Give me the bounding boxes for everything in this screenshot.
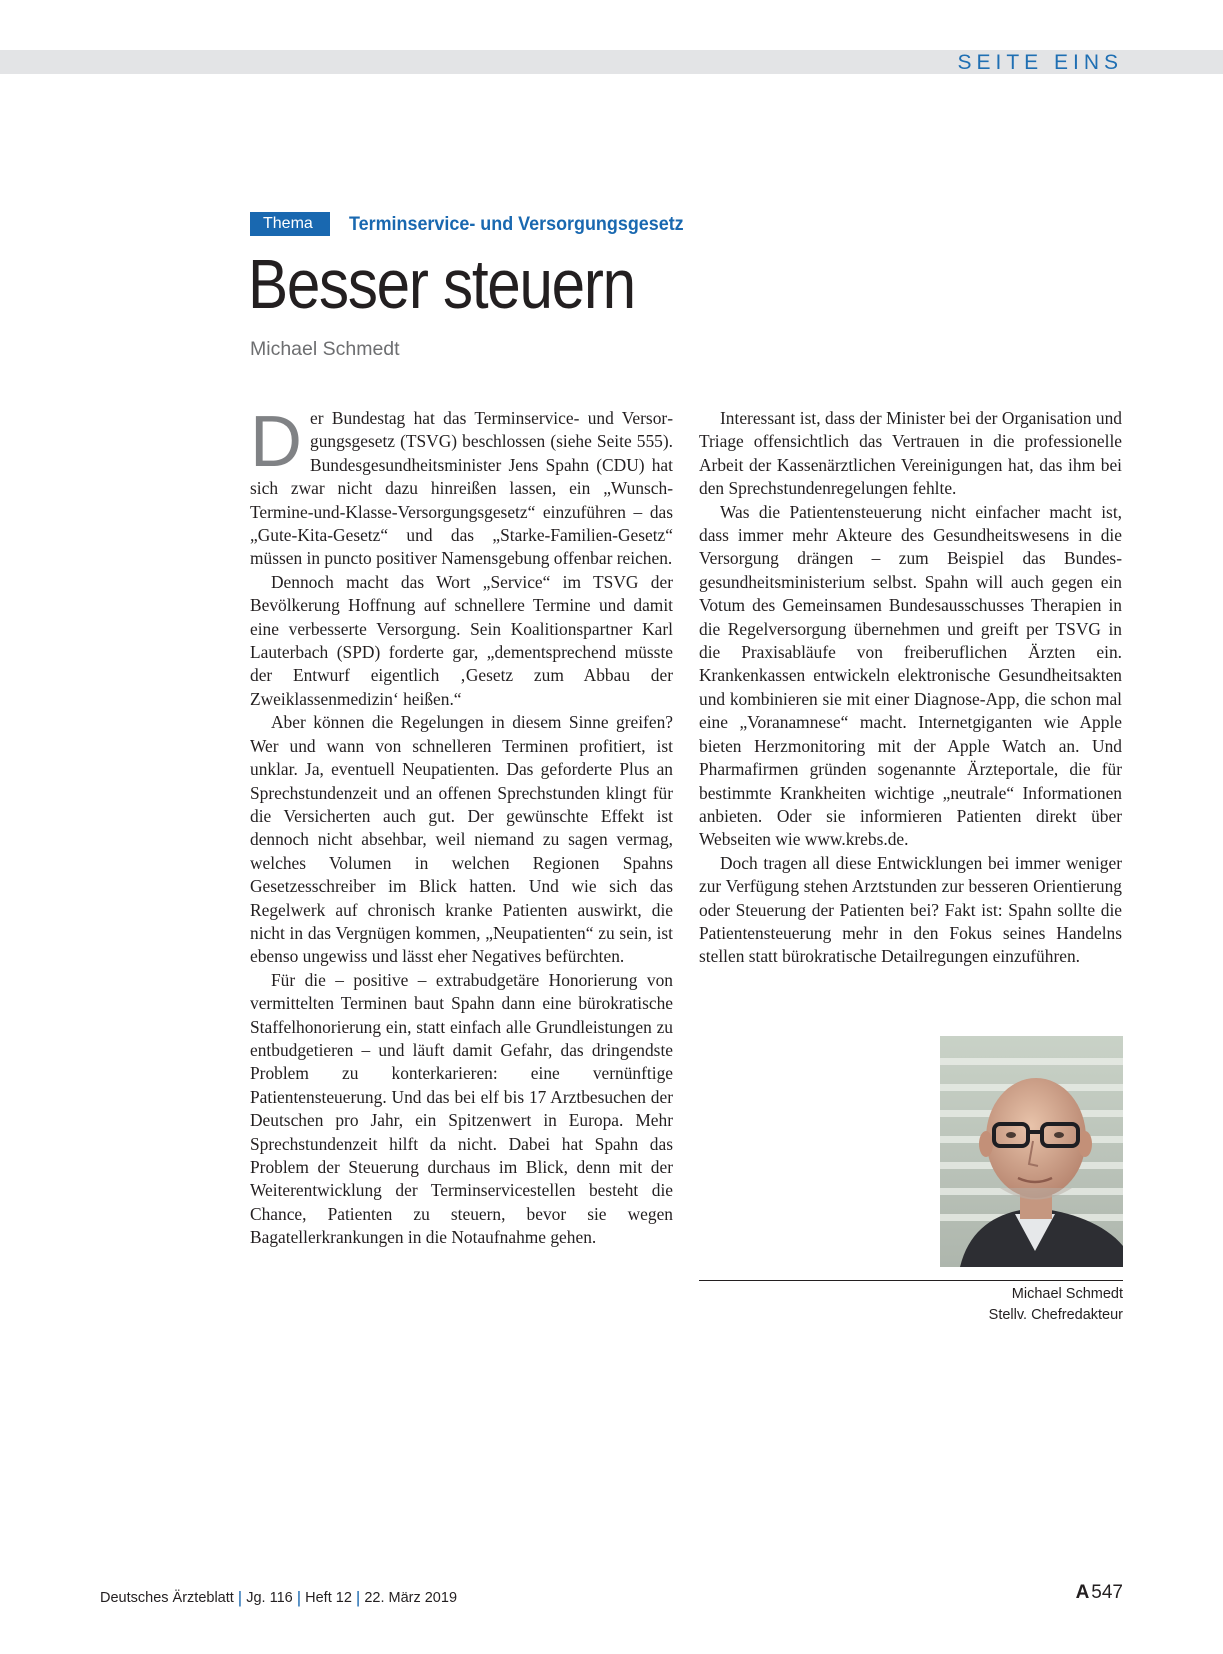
paragraph: Doch tragen all diese Entwicklungen bei immer weniger zur Verfügung stehen Arztstunden zur besseren Orientierung oder Steuerung der Patienten bei? Fakt ist: Spahn sollte die Patientensteuerung mehr in den Fokus seines Handelns stellen statt bürokratische Detailregungen einzuführen. <box>699 852 1122 967</box>
article-author: Michael Schmedt <box>250 338 400 360</box>
footer-publication: Deutsches Ärzteblatt <box>100 1590 234 1606</box>
caption-rule <box>699 1280 1123 1281</box>
footer-volume: Jg. 116 <box>246 1590 293 1606</box>
page-number <box>1076 1582 1123 1604</box>
paragraph: Dennoch macht das Wort „Service“ im TSVG der Bevölkerung Hoffnung auf schnellere Termine und damit eine verbesserte Versorgung. Sein Koalitionspartner Karl Lauterbach (SPD) forderte gar, „dementsprechend müsste der Entwurf eigentlich ‚Gesetz zum Abbau der Zweiklassenmedizin‘ heißen.“ <box>250 571 673 709</box>
paragraph: Aber können die Regelungen in diesem Sinne greifen? Wer und wann von schnelleren Terminen profitiert, ist unklar. Ja, eventuell Neupatienten. Das geforderte Plus an Sprechstundenzeit und an offenen Sprechstunden klingt für die Versicherten auch gut. Der gewünschte Effekt ist dennoch nicht absehbar, weil niemand zu sagen vermag, welches Volumen in welchen Regionen Spahns Gesetzesschreiber im Blick hatten. Und wie sich das Regelwerk auf chronisch kranke Patienten auswirkt, die nicht in das Vergnügen kommen, „Neupatienten“ zu sein, ist ebenso ungewiss und lässt eher Negatives befürchten. <box>250 712 673 967</box>
footer-separator: | <box>296 1588 302 1607</box>
caption-name: Michael Schmedt <box>1011 1286 1123 1302</box>
author-portrait <box>940 1036 1123 1267</box>
article-column-left <box>250 402 673 1250</box>
footer-separator: | <box>237 1588 243 1607</box>
paragraph: Was die Patientensteuerung nicht einfacher macht ist, dass immer mehr Akteure des Gesundheitswesens in die Versorgung drängen – zum Beispiel das Bundesgesundheitsministerium selbst. Spahn will auch gegen ein Votum des Gemeinsamen Bundesausschusses Therapien in die Regelversorgung übernehmen und greift per TSVG in die Praxisabläufe von freiberuflichen Ärzten ein. Krankenkassen entwickeln elektronische Gesundheitsakten und kombinieren sie mit einer Diagnose-App, die schon mal eine „Voranamnese“ macht. Internetgiganten wie Apple bieten Herzmonitoring mit der Apple Watch an. Und Pharmafirmen gründen sogenannte Ärzteportale, die für bestimmte Krankheiten wichtige „neutrale“ Informationen anbieten. Oder sie informieren Patienten direkt über Webseiten wie www.krebs.de. <box>699 501 1122 850</box>
topic-title: Terminservice- und Versorgungsgesetz <box>349 212 684 235</box>
page-footer <box>100 1588 457 1608</box>
page-number-value: 547 <box>1091 1582 1123 1603</box>
footer-issue: Heft 12 <box>305 1590 352 1606</box>
article-headline: Besser steuern <box>248 245 635 323</box>
paragraph: Für die – positive – extrabudgetäre Honorierung von vermittelten Terminen baut Spahn dann eine bürokratische Staffelhonorierung ein, statt einfach alle Grundleistungen zu entbudgetieren – und läuft damit Gefahr, das dringendste Problem zu konterkarieren: eine vernünftige Patientensteuerung. Und das bei elf bis 17 Arztbesuchen der Deutschen pro Jahr, ein Spitzenwert in Europa. Mehr Sprechstundenzeit hilft da nicht. Dabei hat Spahn das Problem der Steuerung durchaus im Blick, denn mit der Weiterentwicklung der Terminservicestellen besteht die Chance, Patienten zu steuern, bevor sie wegen Bagatellerkrankungen in die Notaufnahme gehen. <box>250 969 673 1248</box>
topic-line <box>250 212 713 236</box>
section-label: SEITE EINS <box>957 51 1123 74</box>
paragraph: Interessant ist, dass der Minister bei der Organisation und Triage offensichtlich das Vertrauen in die professionelle Arbeit der Kassenärztlichen Vereinigungen hat, das ihm bei den Sprechstundenregelungen fehlte. <box>699 408 1122 499</box>
footer-separator: | <box>355 1588 361 1607</box>
caption-role: Stellv. Chefredakteur <box>988 1307 1123 1323</box>
footer-date: 22. März 2019 <box>364 1590 458 1606</box>
paragraph: Der Bundestag hat das Terminservice- und Versorgungsgesetz (TSVG) beschlossen (siehe Seite 555). Bundesgesundheitsminister Jens Spahn (CDU) hat sich zwar nicht dazu hinreißen lassen, ein „Wunsch-Termine-und-Klasse-Versorgungsgesetz“ einzuführen – das „Gute-Kita-Gesetz“ und das „Starke-Familien-Gesetz“ müssen in puncto positiver Namensgebung offenbar reichen. <box>250 402 673 569</box>
drop-cap: D <box>250 402 302 482</box>
page-prefix: A <box>1075 1582 1090 1603</box>
article-column-right <box>699 407 1122 969</box>
photo-caption <box>989 1284 1123 1326</box>
thema-badge: Thema <box>250 212 330 236</box>
